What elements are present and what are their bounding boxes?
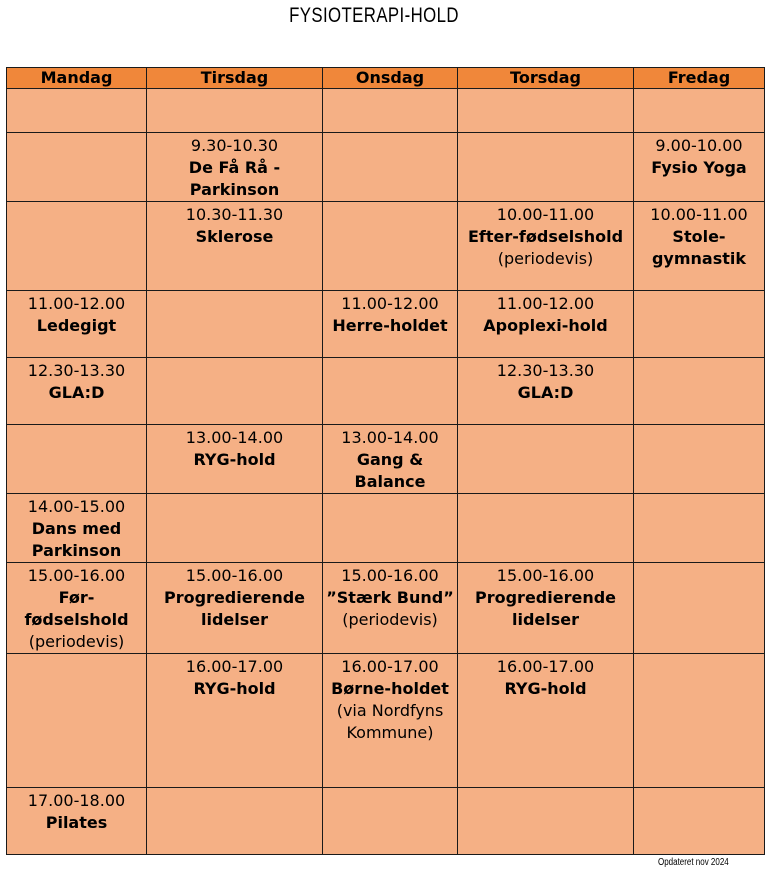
schedule-cell — [147, 133, 323, 202]
schedule-cell — [323, 788, 458, 855]
schedule-cell — [323, 563, 458, 654]
schedule-cell — [7, 291, 147, 358]
class-time: 16.00-17.00 — [185, 657, 284, 676]
class-time: 15.00-16.00 — [496, 566, 595, 585]
class-time: 16.00-17.00 — [496, 657, 595, 676]
schedule-cell — [7, 358, 147, 425]
day-header-thursday: Torsdag — [458, 68, 634, 89]
class-time: 10.30-11.30 — [185, 205, 284, 224]
schedule-cell — [323, 494, 458, 563]
schedule-cell — [147, 654, 323, 788]
table-row — [7, 358, 765, 425]
schedule-cell — [147, 89, 323, 133]
class-name: RYG-hold — [504, 679, 587, 698]
schedule-cell — [458, 654, 634, 788]
class-name: GLA:D — [48, 383, 105, 402]
class-name: Apoplexi-hold — [483, 316, 608, 335]
schedule-cell — [458, 494, 634, 563]
class-name: Progredierende lidelser — [163, 588, 306, 629]
schedule-cell — [634, 133, 765, 202]
class-name: Herre-holdet — [332, 316, 448, 335]
class-name: Sklerose — [195, 227, 274, 246]
schedule-cell — [147, 358, 323, 425]
schedule-cell — [323, 202, 458, 291]
class-time: 9.00-10.00 — [655, 136, 743, 155]
class-time: 14.00-15.00 — [27, 497, 126, 516]
class-name: Fysio Yoga — [651, 158, 747, 177]
schedule-cell — [7, 654, 147, 788]
class-time: 15.00-16.00 — [341, 566, 439, 585]
schedule-cell — [634, 89, 765, 133]
class-note: (via Nordfyns Kommune) — [336, 701, 444, 742]
schedule-cell — [323, 358, 458, 425]
schedule-cell — [7, 788, 147, 855]
class-name: De Få Rå - Parkinson — [188, 158, 281, 199]
schedule-cell — [7, 425, 147, 494]
table-row — [7, 291, 765, 358]
class-name: Efter-fødselshold — [467, 227, 624, 246]
schedule-cell — [147, 202, 323, 291]
schedule-table — [6, 67, 765, 855]
schedule-cell — [458, 425, 634, 494]
schedule-cell — [323, 133, 458, 202]
day-header-friday: Fredag — [634, 68, 765, 89]
class-time: 11.00-12.00 — [496, 294, 595, 313]
schedule-cell — [7, 494, 147, 563]
class-name: ”Stærk Bund” — [326, 588, 454, 607]
header-row — [7, 68, 765, 89]
updated-note: Opdateret nov 2024 — [658, 857, 729, 868]
class-time: 17.00-18.00 — [27, 791, 126, 810]
schedule-cell — [323, 425, 458, 494]
schedule-cell — [323, 291, 458, 358]
table-row — [7, 563, 765, 654]
class-time: 11.00-12.00 — [341, 294, 439, 313]
class-time: 10.00-11.00 — [650, 205, 748, 224]
schedule-cell — [634, 358, 765, 425]
table-row — [7, 494, 765, 563]
class-time: 13.00-14.00 — [341, 428, 439, 447]
schedule-cell — [458, 358, 634, 425]
schedule-cell — [147, 291, 323, 358]
class-name: Stole-gymnastik — [651, 227, 747, 268]
class-name: Ledegigt — [36, 316, 117, 335]
class-time: 12.30-13.30 — [27, 361, 126, 380]
class-name: Gang & Balance — [354, 450, 426, 491]
class-time: 13.00-14.00 — [185, 428, 284, 447]
schedule-cell — [458, 291, 634, 358]
table-row — [7, 788, 765, 855]
table-row — [7, 425, 765, 494]
schedule-cell — [634, 291, 765, 358]
class-time: 9.30-10.30 — [190, 136, 279, 155]
class-time: 15.00-16.00 — [27, 566, 126, 585]
schedule-cell — [458, 563, 634, 654]
schedule-cell — [458, 89, 634, 133]
class-name: RYG-hold — [193, 450, 276, 469]
class-time: 15.00-16.00 — [185, 566, 284, 585]
schedule-cell — [634, 788, 765, 855]
schedule-cell — [7, 202, 147, 291]
class-name: Progredierende lidelser — [474, 588, 617, 629]
schedule-cell — [323, 654, 458, 788]
class-name: Pilates — [45, 813, 108, 832]
class-name: Børne-holdet — [331, 679, 449, 698]
table-row — [7, 133, 765, 202]
table-row — [7, 202, 765, 291]
schedule-cell — [147, 494, 323, 563]
schedule-cell — [147, 563, 323, 654]
day-header-monday: Mandag — [7, 68, 147, 89]
class-time: 10.00-11.00 — [496, 205, 595, 224]
class-time: 12.30-13.30 — [496, 361, 595, 380]
class-time: 11.00-12.00 — [27, 294, 126, 313]
schedule-cell — [634, 425, 765, 494]
class-time: 16.00-17.00 — [341, 657, 439, 676]
schedule-cell — [7, 133, 147, 202]
schedule-cell — [634, 563, 765, 654]
table-row — [7, 89, 765, 133]
class-name: RYG-hold — [193, 679, 276, 698]
schedule-cell — [458, 788, 634, 855]
schedule-cell — [634, 494, 765, 563]
schedule-cell — [147, 425, 323, 494]
class-name: GLA:D — [517, 383, 574, 402]
class-name: Før-fødselshold — [24, 588, 129, 629]
schedule-cell — [7, 89, 147, 133]
schedule-cell — [147, 788, 323, 855]
day-header-tuesday: Tirsdag — [147, 68, 323, 89]
page-title: FYSIOTERAPI-HOLD — [289, 4, 459, 27]
schedule-cell — [323, 89, 458, 133]
schedule-cell — [634, 202, 765, 291]
class-note: (periodevis) — [28, 632, 125, 651]
class-note: (periodevis) — [497, 249, 594, 268]
schedule-cell — [458, 133, 634, 202]
class-name: Dans med Parkinson — [31, 519, 122, 560]
schedule-cell — [634, 654, 765, 788]
table-row — [7, 654, 765, 788]
schedule-cell — [458, 202, 634, 291]
class-note: (periodevis) — [342, 610, 438, 629]
schedule-cell — [7, 563, 147, 654]
day-header-wednesday: Onsdag — [323, 68, 458, 89]
